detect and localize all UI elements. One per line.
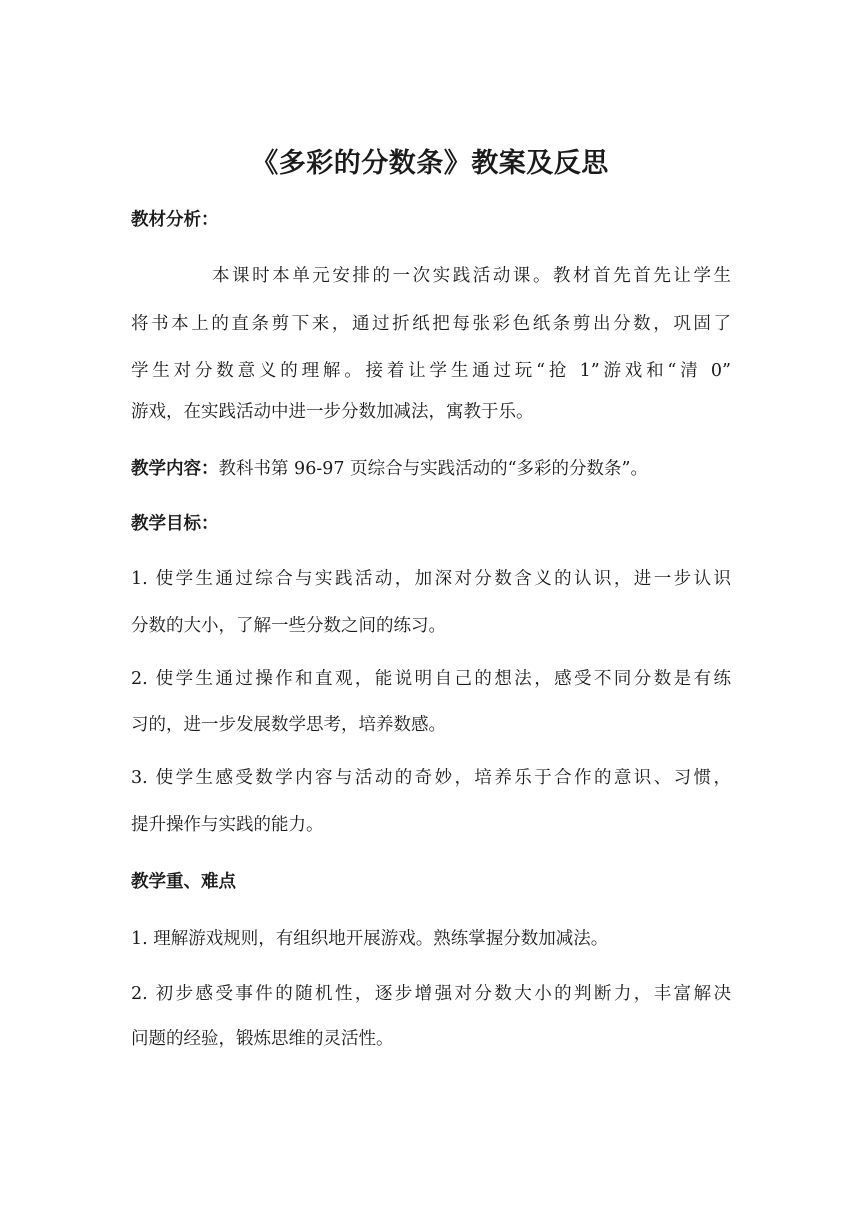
goal-item-line: 3. 使学生感受数学内容与活动的奇妙，培养乐于合作的意识、习惯， [131, 768, 731, 788]
goal-item-line: 1. 使学生通过综合与实践活动，加深对分数含义的认识，进一步认识 [131, 569, 731, 589]
keypoint-item-line: 问题的经验，锻炼思维的灵活性。 [131, 1029, 394, 1049]
paragraph-line: 本课时本单元安排的一次实践活动课。教材首先首先让学生 [212, 266, 731, 286]
keypoint-item-line: 1. 理解游戏规则，有组织地开展游戏。熟练掌握分数加减法。 [131, 929, 609, 949]
section-heading-keypoints: 教学重、难点 [131, 872, 236, 892]
goal-item-line: 提升操作与实践的能力。 [131, 815, 324, 835]
paragraph-line: 学生对分数意义的理解。接着让学生通过玩“抢 1”游戏和“清 0” [131, 361, 731, 381]
goal-item-line: 习的，进一步发展数学思考，培养数感。 [131, 715, 446, 735]
teaching-content-line [131, 455, 731, 483]
section-heading-analysis: 教材分析： [131, 210, 219, 230]
goal-item-line: 2. 使学生通过操作和直观，能说明自己的想法，感受不同分数是有练 [131, 669, 731, 689]
keypoint-item-line: 2. 初步感受事件的随机性，逐步增强对分数大小的判断力，丰富解决 [131, 984, 731, 1004]
paragraph-line: 游戏，在实践活动中进一步分数加减法，寓教于乐。 [131, 402, 534, 422]
teaching-content-text: 教科书第 96-97 页综合与实践活动的“多彩的分数条”。 [218, 459, 648, 479]
paragraph-line: 将书本上的直条剪下来，通过折纸把每张彩色纸条剪出分数，巩固了 [131, 314, 731, 334]
section-heading-goals: 教学目标： [131, 514, 219, 534]
document-title: 《多彩的分数条》教案及反思 [251, 148, 609, 179]
teaching-content-label: 教学内容： [131, 459, 219, 479]
goal-item-line: 分数的大小，了解一些分数之间的练习。 [131, 616, 446, 636]
